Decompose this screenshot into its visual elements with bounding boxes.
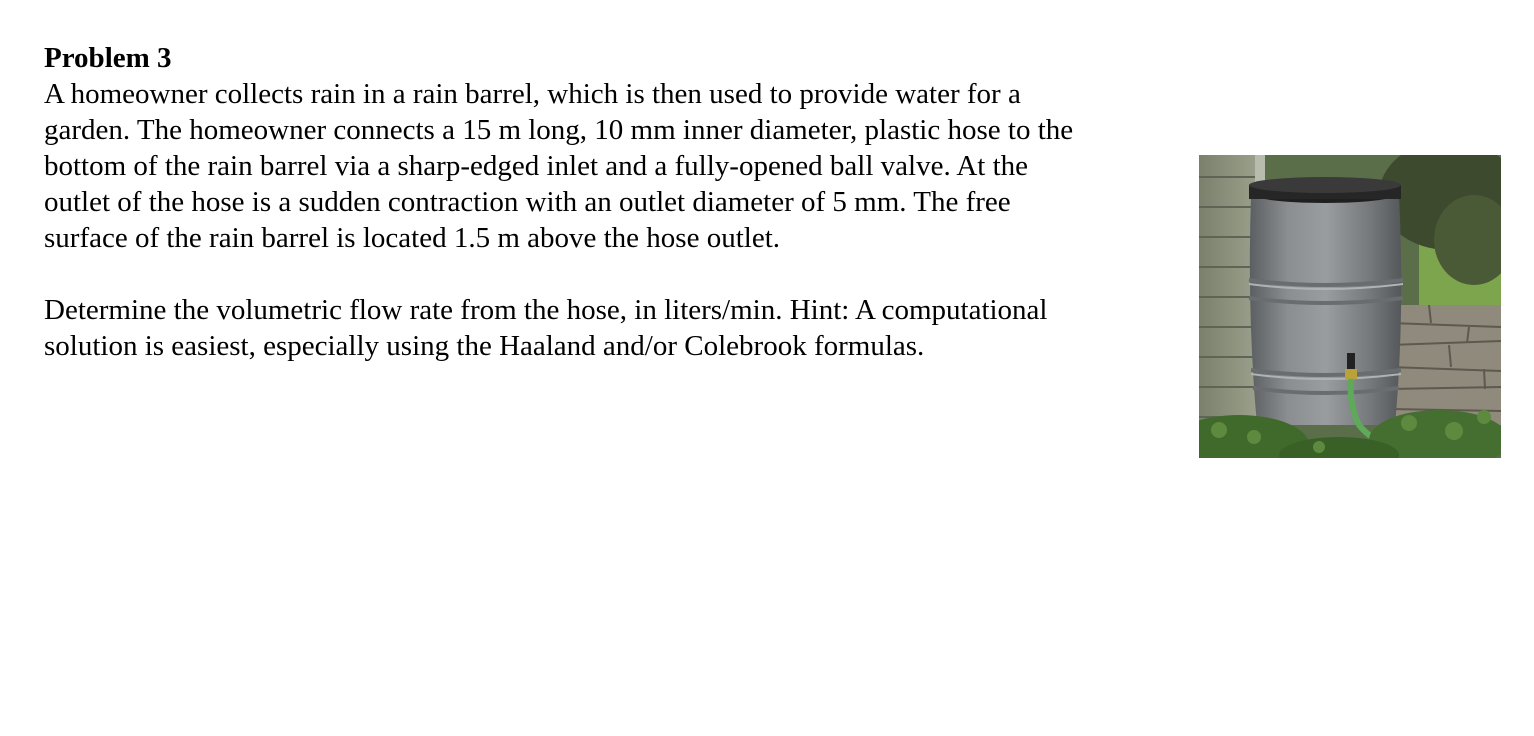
problem-line: solution is easiest, especially using the Haaland and/or Colebrook formulas. xyxy=(44,330,925,362)
problem-title: Problem 3 xyxy=(44,42,172,74)
problem-line: Determine the volumetric flow rate from the hose, in liters/min. Hint: A computational xyxy=(44,294,1048,326)
problem-body xyxy=(44,76,1184,364)
problem-line: surface of the rain barrel is located 1.5 m above the hose outlet. xyxy=(44,222,781,254)
problem-line: outlet of the hose is a sudden contraction with an outlet diameter of 5 mm. The free xyxy=(44,186,1011,218)
problem-line: A homeowner collects rain in a rain barrel, which is then used to provide water for a xyxy=(44,78,1021,110)
problem-line xyxy=(44,256,1184,292)
rain-barrel-photo xyxy=(1199,155,1501,458)
problem-statement xyxy=(44,40,1184,364)
problem-line: garden. The homeowner connects a 15 m long, 10 mm inner diameter, plastic hose to the xyxy=(44,114,1074,146)
problem-line: bottom of the rain barrel via a sharp-edged inlet and a fully-opened ball valve. At the xyxy=(44,150,1029,182)
